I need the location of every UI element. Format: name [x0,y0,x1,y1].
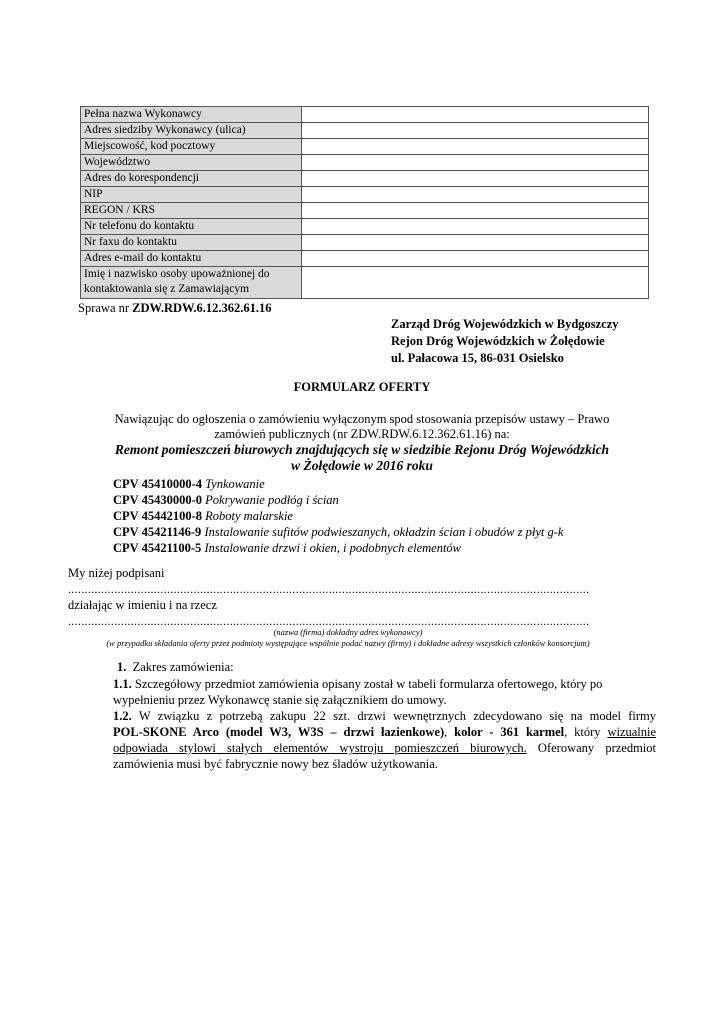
consortium-note: (w przypadku składania oferty przez podmioty występujące wspólnie podać nazwy (firmy) i dokładne adresy wszystkich członków konsorcjum) [106,638,590,648]
intro-line-1: Nawiązując do ogłoszenia o zamówieniu wyłączonym spod stosowania przepisów ustawy – Prawo [114,412,610,426]
addressee-line-2: Rejon Dróg Wojewódzkich w Żołędowie [391,334,605,348]
list-item [113,508,563,524]
paragraph-text: W związku z potrzebą zakupu 22 szt. drzwi wewnętrznych zdecydowano się na model firmy [138,709,656,723]
paragraph-text: Oferowany przedmiot [526,741,656,755]
list-item [113,540,563,556]
row-label: Miejscowość, kod pocztowy [81,139,302,155]
field-note: (nazwa (firma) dokładny adres wykonawcy) [273,627,423,637]
table-row [81,267,649,299]
addressee-line-1: Zarząd Dróg Wojewódzkich w Bydgoszczy [391,317,619,331]
list-item [113,476,563,492]
row-value-field[interactable] [302,171,649,187]
paragraph-text: , [444,725,455,739]
section-1-heading [117,660,234,675]
table-row [81,155,649,171]
case-prefix: Sprawa nr [78,301,133,315]
paragraph-text: zamówienia musi być fabrycznie nowy bez śladów użytkowania. [113,757,438,771]
section-number: 1. [117,660,127,674]
intro-text [40,412,684,442]
cpv-desc: Tynkowanie [205,477,265,491]
row-label: Adres do korespondencji [81,171,302,187]
signatory-name-field[interactable]: .............................................................................................................................................................. [68,582,590,596]
addressee-line-3: ul. Pałacowa 15, 86-031 Osielsko [391,351,564,365]
subject-line-2: w Żołędowie w 2016 roku [291,458,433,473]
contractor-data-table [80,106,649,299]
row-label: Adres siedziby Wykonawcy (ulica) [81,123,302,139]
paragraph-1-2 [113,708,656,772]
subject-line-1: Remont pomieszczeń biurowych znajdujących się w siedzibie Rejonu Dróg Wojewódzkich [114,442,610,457]
intro-line-2: zamówień publicznych (nr ZDW.RDW.6.12.362.61.16) na: [214,427,510,441]
table-row [81,107,649,123]
table-row [81,203,649,219]
cpv-code: CPV 45442100-8 [113,509,203,523]
paragraph-text: Szczegółowy przedmiot zamówienia opisany został w tabeli formularza ofertowego, który po [134,677,603,691]
row-value-field[interactable] [302,251,649,267]
list-item [113,492,563,508]
row-value-field[interactable] [302,203,649,219]
cpv-code: CPV 45421100-5 [113,541,202,555]
table-row [81,219,649,235]
order-subject [40,442,684,474]
table-row [81,139,649,155]
row-label: Imię i nazwisko osoby upoważnionej do kontaktowania się z Zamawiającym [81,267,302,299]
door-color: kolor - 361 karmel [454,725,565,739]
row-value-field[interactable] [302,139,649,155]
table-row [81,123,649,139]
row-value-field[interactable] [302,123,649,139]
form-title: FORMULARZ OFERTY [293,380,431,394]
row-value-field[interactable] [302,219,649,235]
case-number-value: ZDW.RDW.6.12.362.61.16 [132,301,272,315]
signatory-label: My niżej podpisani [68,566,165,580]
section-title: Zakres zamówienia: [132,660,234,674]
on-behalf-label: działając w imieniu i na rzecz [68,598,217,612]
cpv-code: CPV 45430000-0 [113,493,203,507]
row-label: Nr telefonu do kontaktu [81,219,302,235]
table-row [81,235,649,251]
case-number [78,301,272,316]
paragraph-number: 1.2. [113,709,132,723]
cpv-desc: Pokrywanie podłóg i ścian [205,493,339,507]
row-label: REGON / KRS [81,203,302,219]
paragraph-number: 1.1. [113,677,132,691]
table-row [81,187,649,203]
row-value-field[interactable] [302,107,649,123]
contractor-name-field[interactable]: .............................................................................................................................................................. [68,614,590,628]
row-value-field[interactable] [302,235,649,251]
cpv-code: CPV 45410000-4 [113,477,203,491]
row-value-field[interactable] [302,267,649,299]
addressee-block [391,316,619,367]
row-value-field[interactable] [302,187,649,203]
cpv-list [113,476,563,556]
row-label: Nr faxu do kontaktu [81,235,302,251]
paragraph-text: wypełnieniu przez Wykonawcę stanie się załącznikiem do umowy. [113,693,447,707]
paragraph-1-1 [113,676,656,708]
row-label: Województwo [81,155,302,171]
cpv-code: CPV 45421146-9 [113,525,202,539]
underlined-text: wizualnie [607,725,657,739]
cpv-desc: Roboty malarskie [205,509,293,523]
row-label: Adres e-mail do kontaktu [81,251,302,267]
cpv-desc: Instalowanie sufitów podwieszanych, okładzin ścian i obudów z płyt g-k [204,525,564,539]
door-model: POL-SKONE Arco (model W3, W3S – drzwi łazienkowe) [113,725,445,739]
list-item [113,524,563,540]
row-label: Pełna nazwa Wykonawcy [81,107,302,123]
table-row [81,171,649,187]
cpv-desc: Instalowanie drzwi i okien, i podobnych elementów [204,541,461,555]
underlined-text: odpowiada stylowi stałych elementów wystroju pomieszczeń biurowych. [113,741,527,755]
table-row [81,251,649,267]
paragraph-text: , który [564,725,608,739]
row-value-field[interactable] [302,155,649,171]
row-label: NIP [81,187,302,203]
